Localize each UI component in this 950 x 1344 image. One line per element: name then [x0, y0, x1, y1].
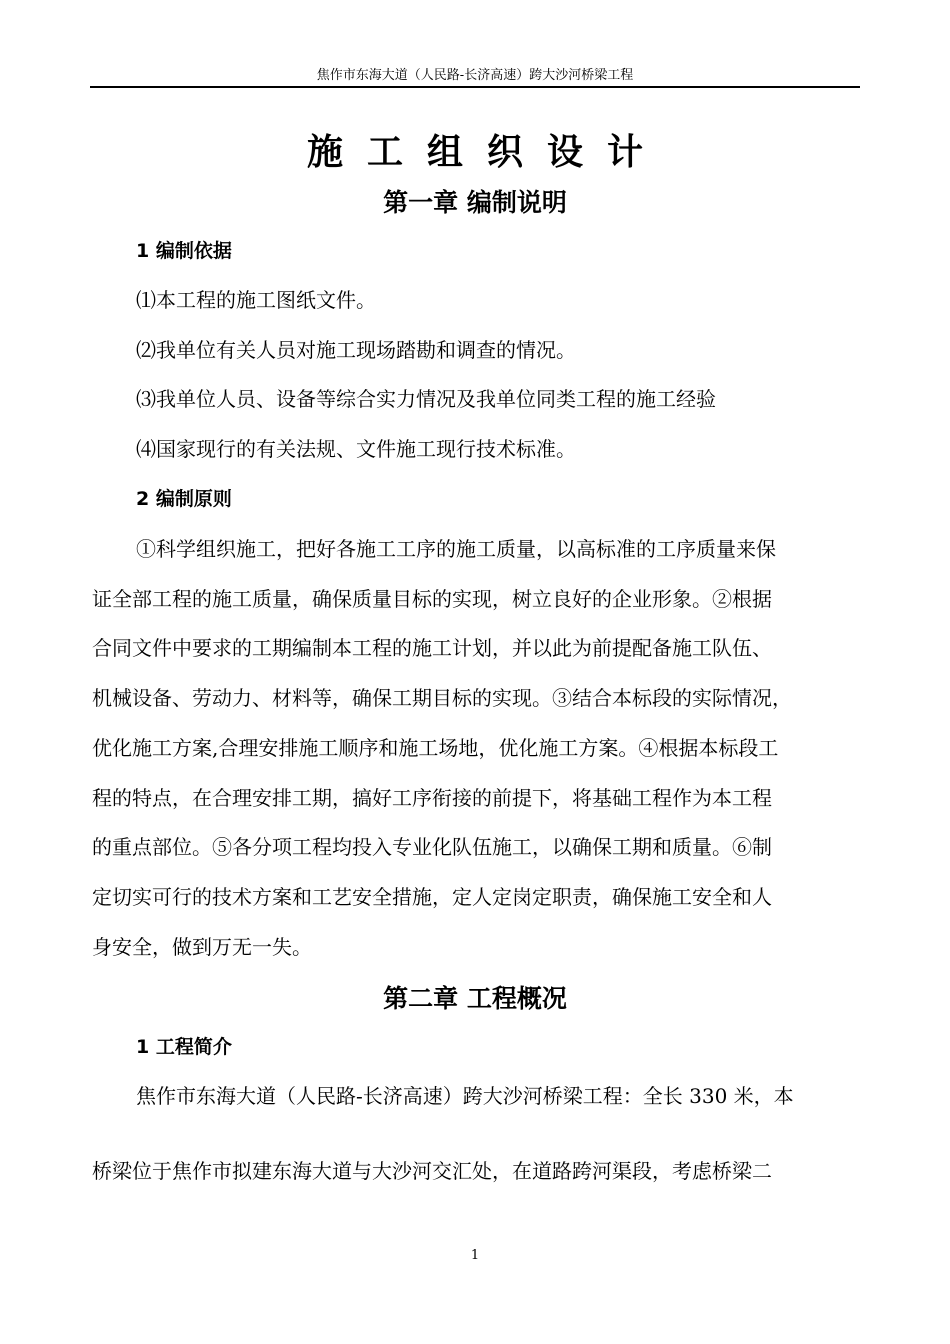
section-basis-heading: 1 编制依据: [136, 240, 232, 262]
basis-item: ⑴本工程的施工图纸文件。: [136, 288, 376, 312]
header-rule: [90, 86, 860, 88]
principles-line: 合同文件中要求的工期编制本工程的施工计划，并以此为前提配备施工队伍、: [92, 636, 772, 660]
page-header: 焦作市东海大道（人民路-长济高速）跨大沙河桥梁工程: [316, 68, 634, 83]
basis-item: ⑵我单位有关人员对施工现场踏勘和调查的情况。: [136, 338, 576, 362]
principles-line: ①科学组织施工，把好各施工工序的施工质量，以高标准的工序质量来保: [136, 537, 776, 561]
title-char: 施: [306, 131, 343, 173]
document-title: [90, 130, 860, 174]
chapter-1-heading: 第一章 编制说明: [383, 188, 567, 217]
principles-line: 的重点部位。⑤各分项工程均投入专业化队伍施工，以确保工期和质量。⑥制: [92, 835, 772, 859]
title-char: 组: [426, 131, 463, 173]
title-char: 工: [366, 131, 403, 173]
principles-line: 机械设备、劳动力、材料等，确保工期目标的实现。③结合本标段的实际情况，: [92, 686, 792, 710]
overview-line: 焦作市东海大道（人民路-长济高速）跨大沙河桥梁工程：全长 330 米，本: [136, 1084, 794, 1108]
basis-item: ⑶我单位人员、设备等综合实力情况及我单位同类工程的施工经验: [136, 387, 716, 411]
basis-item: ⑷国家现行的有关法规、文件施工现行技术标准。: [136, 437, 576, 461]
title-char: 计: [607, 131, 644, 173]
principles-line: 证全部工程的施工质量，确保质量目标的实现，树立良好的企业形象。②根据: [92, 587, 772, 611]
principles-line: 程的特点，在合理安排工期，搞好工序衔接的前提下，将基础工程作为本工程: [92, 786, 772, 810]
overview-line: 桥梁位于焦作市拟建东海大道与大沙河交汇处，在道路跨河渠段，考虑桥梁二: [92, 1159, 772, 1183]
page-number: 1: [470, 1248, 480, 1263]
principles-line: 定切实可行的技术方案和工艺安全措施，定人定岗定职责，确保施工安全和人: [92, 885, 772, 909]
section-principles-heading: 2 编制原则: [136, 488, 232, 510]
title-char: 设: [547, 131, 584, 173]
principles-line: 身安全，做到万无一失。: [92, 935, 312, 959]
title-char: 织: [487, 131, 524, 173]
section-overview-heading: 1 工程简介: [136, 1036, 232, 1058]
principles-line: 优化施工方案,合理安排施工顺序和施工场地，优化施工方案。④根据本标段工: [92, 736, 779, 760]
chapter-2-heading: 第二章 工程概况: [383, 984, 567, 1013]
